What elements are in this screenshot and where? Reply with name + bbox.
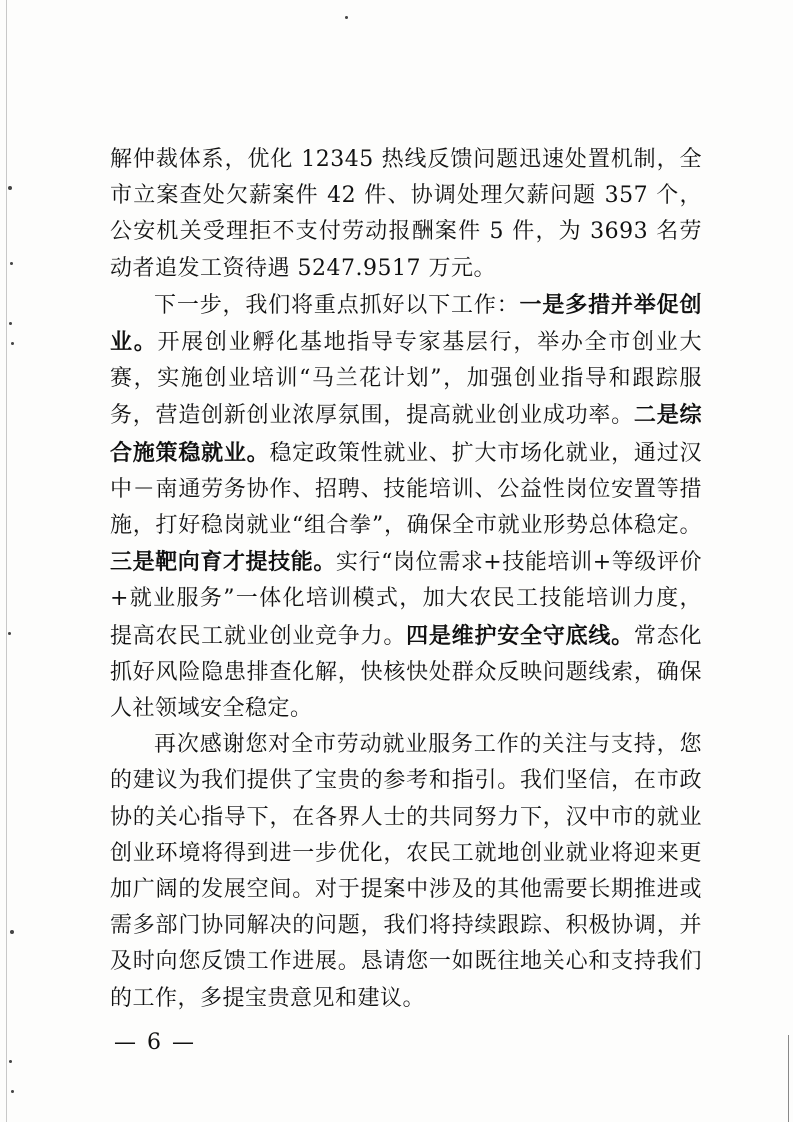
page-number: — 6 —: [114, 1030, 196, 1055]
item-1-title: 一是多措并举促创业。: [110, 291, 702, 356]
scan-speck: [11, 342, 14, 345]
scan-speck: [345, 16, 348, 19]
scan-speck: [11, 1090, 14, 1093]
paragraph-2: [110, 287, 702, 727]
scan-speck: [8, 186, 12, 190]
scan-speck: [9, 1060, 12, 1063]
scan-edge-line: [6, 0, 7, 1122]
scan-speck: [9, 322, 12, 325]
paragraph-2-intro: 下一步，我们将重点抓好以下工作：: [154, 292, 520, 318]
scan-speck: [10, 262, 13, 265]
item-4-title: 四是维护安全守底线。: [406, 622, 634, 649]
paragraph-1: 解仲裁体系，优化 12345 热线反馈问题迅速处置机制，全市立案查处欠薪案件 42 件、协调处理欠薪问题 357 个，公安机关受理拒不支付劳动报酬案件 5 件，为 3693 名劳动者追发工资待遇 5247.9517 万元。: [110, 147, 702, 281]
scan-speck: [10, 930, 14, 934]
paragraph-3: 再次感谢您对全市劳动就业服务工作的关注与支持，您的建议为我们提供了宝贵的参考和指引。我们坚信，在市政协的关心指导下，在各界人士的共同努力下，汉中市的就业创业环境将得到进一步优化，农民工就地创业就业将迎来更加广阔的发展空间。对于提案中涉及的其他需要长期推进或需多部门协同解决的问题，我们将持续跟踪、积极协调，并及时向您反馈工作进展。恳请您一如既往地关心和支持我们的工作，多提宝贵意见和建议。: [110, 732, 702, 1011]
body-text: [110, 142, 702, 1017]
item-4-body: 常态化抓好风险隐患排查化解，快核快处群众反映问题线索，确保人社领域安全稳定。: [110, 623, 702, 722]
scan-speck: [8, 632, 11, 635]
item-3-title: 三是靶向育才提技能。: [110, 549, 336, 576]
item-2-body: 稳定政策性就业、扩大市场化就业，通过汉中－南通劳务协作、招聘、技能培训、公益性岗位安置等措施，打好稳岗就业“组合拳”，确保全市就业形势总体稳定。: [110, 440, 702, 539]
item-3-body: 实行“岗位需求+技能培训+等级评价+就业服务”一体化培训模式，加大农民工技能培训力度，提高农民工就业创业竞争力。: [110, 550, 702, 649]
item-2-title: 二是综合施策稳就业。: [110, 402, 702, 466]
item-1-body: 开展创业孵化基地指导专家基层行，举办全市创业大赛，实施创业培训“马兰花计划”，加强创业指导和跟踪服务，营造创新创业浓厚氛围，提高就业创业成功率。: [110, 330, 702, 429]
scan-edge-line: [788, 1035, 789, 1122]
